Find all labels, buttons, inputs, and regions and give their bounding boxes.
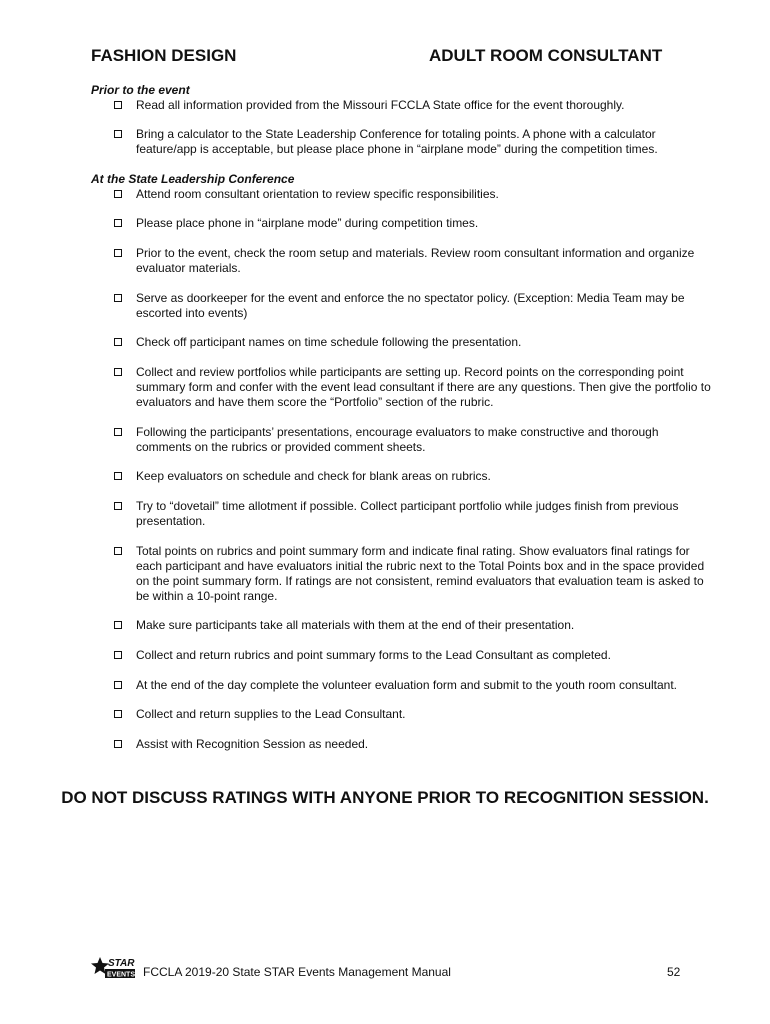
section-title-conference: At the State Leadership Conference <box>91 172 295 186</box>
logo-events-text: EVENTS <box>107 971 136 979</box>
list-item-text: Assist with Recognition Session as needed. <box>136 737 369 751</box>
page-number: 52 <box>667 965 681 979</box>
list-item-text: Collect and return rubrics and point summary forms to the Lead Consultant as completed. <box>136 648 611 662</box>
checkbox-icon <box>114 428 122 436</box>
list-item-text: Total points on rubrics and point summary form and indicate final rating. Show evaluators final ratings for each participant and have evaluators initial the rubric next to the Total Points box and in the space provided on the point summary form. If ratings are not consistent, remind evaluators that evaluation team is asked to be within a 10-point range. <box>136 544 705 603</box>
list-item-text: Try to “dovetail” time allotment if possible. Collect participant portfolio while judges finish from previous presentation. <box>136 499 679 528</box>
checkbox-icon <box>114 651 122 659</box>
list-item-text: At the end of the day complete the volunteer evaluation form and submit to the youth room consultant. <box>136 678 677 692</box>
list-item-text: Keep evaluators on schedule and check for blank areas on rubrics. <box>136 469 491 483</box>
checkbox-icon <box>114 621 122 629</box>
checkbox-icon <box>114 710 122 718</box>
role-title: ADULT ROOM CONSULTANT <box>429 46 663 65</box>
checkbox-icon <box>114 681 122 689</box>
list-item-text: Read all information provided from the Missouri FCCLA State office for the event thoroughly. <box>136 98 625 112</box>
list-item-text: Bring a calculator to the State Leadership Conference for totaling points. A phone with a calculator feature/app is acceptable, but please place phone in “airplane mode” during the competition times. <box>136 127 658 156</box>
warning-notice: DO NOT DISCUSS RATINGS WITH ANYONE PRIOR TO RECOGNITION SESSION. <box>61 788 709 807</box>
checkbox-icon <box>114 472 122 480</box>
list-item-text: Collect and review portfolios while participants are setting up. Record points on the corresponding point summary form and confer with the event lead consultant if there are any questions. Then give the portfolio to evaluators and have them score the “Portfolio” section of the rubric. <box>136 365 711 409</box>
logo-star-text: STAR <box>108 958 135 969</box>
list-item-text: Make sure participants take all materials with them at the end of their presentation. <box>136 618 575 632</box>
list-item-text: Following the participants’ presentations, encourage evaluators to make constructive and thorough comments on the rubrics or provided comment sheets. <box>136 425 659 454</box>
list-item-text: Check off participant names on time schedule following the presentation. <box>136 335 522 349</box>
checkbox-icon <box>114 190 122 198</box>
list-item-text: Attend room consultant orientation to review specific responsibilities. <box>136 187 499 201</box>
checkbox-icon <box>114 130 122 138</box>
list-item-text: Collect and return supplies to the Lead Consultant. <box>136 707 406 721</box>
checkbox-icon <box>114 338 122 346</box>
section-title-prior: Prior to the event <box>91 83 190 97</box>
list-item-text: Prior to the event, check the room setup and materials. Review room consultant information and organize evaluator materials. <box>136 246 695 275</box>
event-name: FASHION DESIGN <box>91 46 237 65</box>
list-item-text: Please place phone in “airplane mode” during competition times. <box>136 216 479 230</box>
checkbox-icon <box>114 219 122 227</box>
list-item-text: Serve as doorkeeper for the event and enforce the no spectator policy. (Exception: Media Team may be escorted into events) <box>136 291 685 320</box>
checkbox-icon <box>114 294 122 302</box>
checkbox-icon <box>114 101 122 109</box>
checkbox-icon <box>114 249 122 257</box>
checkbox-icon <box>114 547 122 555</box>
checkbox-icon <box>114 368 122 376</box>
page-header <box>91 46 691 70</box>
page-footer <box>91 955 691 985</box>
star-events-logo-icon <box>91 955 137 981</box>
footer-text: FCCLA 2019-20 State STAR Events Management Manual <box>143 965 451 979</box>
checkbox-icon <box>114 502 122 510</box>
checkbox-icon <box>114 740 122 748</box>
